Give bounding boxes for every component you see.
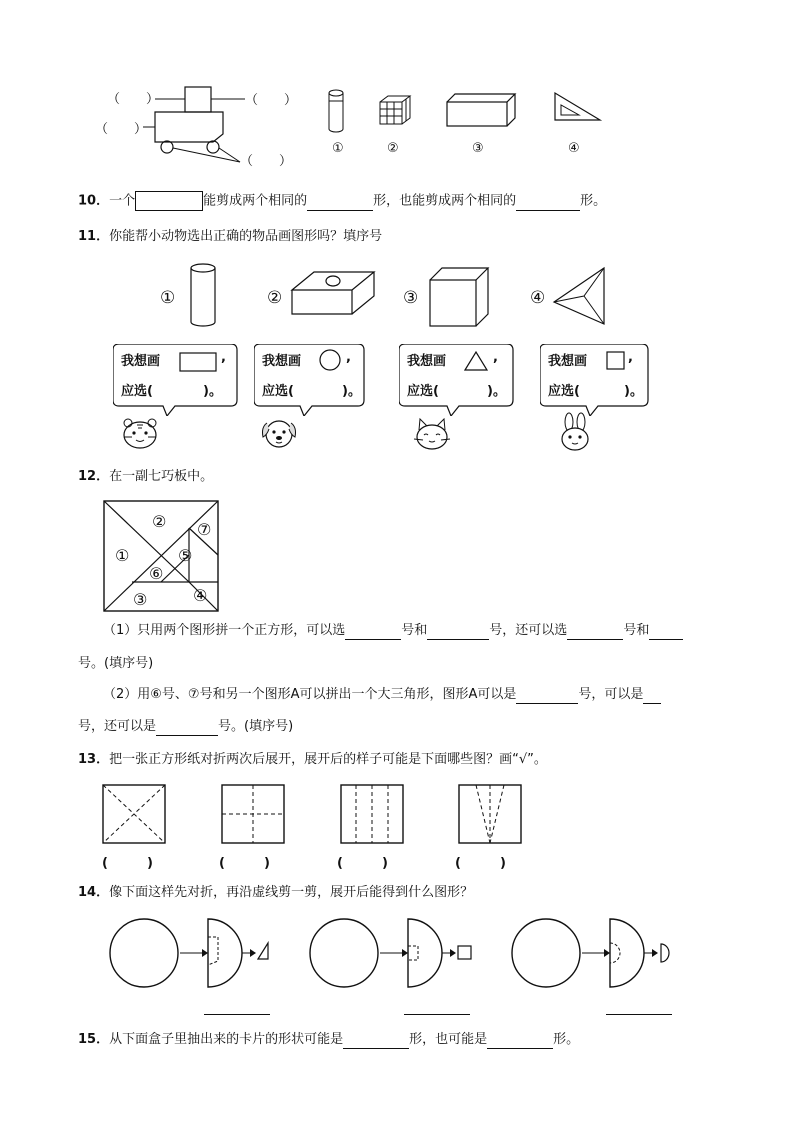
bubble-1-line1: 我想画	[121, 354, 161, 369]
bubble-1-comma: ,	[221, 350, 226, 365]
triangular-pyramid-icon	[552, 266, 608, 328]
tangram-piece-6: ⑥	[149, 564, 164, 583]
cat-icon	[412, 416, 452, 452]
cut-sequence-1	[108, 915, 278, 995]
bubble-4-line2b: )。	[624, 384, 643, 399]
bubble-3-line1: 我想画	[407, 354, 447, 369]
bubble-4-line1: 我想画	[548, 354, 588, 369]
cut-sequence-3	[510, 915, 680, 995]
q10-blank-1[interactable]	[307, 196, 373, 211]
rabbit-icon	[557, 412, 593, 452]
tangram-piece-5: ⑤	[178, 546, 193, 565]
q11-item-4: ④	[530, 288, 546, 308]
q12-p1-blank-2[interactable]	[427, 625, 489, 640]
bubble-2-comma: ,	[346, 350, 351, 365]
dog-icon	[259, 415, 299, 451]
rectangle-shape	[135, 191, 203, 211]
q11-number: 11．	[78, 229, 110, 244]
q12-number: 12．	[78, 469, 110, 484]
q11-text: 你能帮小动物选出正确的物品画图形吗？填序号	[109, 229, 383, 244]
q15-blank-2[interactable]	[487, 1034, 553, 1049]
q10-text-pre: 一个	[109, 193, 136, 209]
tangram-piece-7: ⑦	[197, 520, 212, 539]
bubble-2-line1: 我想画	[262, 354, 302, 369]
q10-text-mid: 能剪成两个相同的	[203, 193, 308, 209]
bubble-1-line2b: )。	[203, 384, 222, 399]
q12-p2-a: （2）用⑥号、⑦号和另一个图形A可以拼出一个大三角形，图形A可以是	[103, 687, 517, 702]
q12-part1-line1	[103, 622, 683, 640]
q12-p1-c: 号，还可以选	[489, 623, 568, 638]
question-14	[78, 884, 473, 902]
tangram-piece-4: ④	[193, 586, 208, 605]
q14-number: 14．	[78, 885, 110, 900]
rubik-cube-icon	[378, 94, 412, 128]
q9-paren-1[interactable]: （ ）	[107, 92, 160, 107]
bubble-3-comma: ,	[493, 350, 498, 365]
cut-sequence-2	[308, 915, 478, 995]
q12-p1-blank-4[interactable]	[649, 625, 683, 640]
q13-paren-2[interactable]: ( )	[219, 856, 270, 871]
q12-p1-blank-1[interactable]	[345, 625, 401, 640]
bubble-4-comma: ,	[628, 350, 633, 365]
fold-option-4	[458, 784, 524, 846]
q15-number: 15．	[78, 1032, 110, 1047]
q9-item-4: ④	[568, 141, 580, 156]
q14-answer-3[interactable]	[606, 1013, 672, 1015]
fold-option-2	[221, 784, 287, 846]
question-10	[78, 191, 606, 211]
q13-paren-4[interactable]: ( )	[455, 856, 506, 871]
speech-bubble-4	[540, 344, 668, 404]
q13-number: 13．	[78, 752, 110, 767]
q10-text-mid2: 形，也能剪成两个相同的	[373, 193, 517, 209]
q9-paren-2[interactable]: （ ）	[245, 93, 298, 108]
tangram-piece-1: ①	[115, 546, 130, 565]
set-square-icon	[552, 90, 604, 124]
speech-bubble-3	[399, 344, 527, 404]
q10-number: 10．	[78, 193, 110, 209]
q12-p2-b: 号，可以是	[578, 687, 644, 702]
q12-p1-a: （1）只用两个图形拼一个正方形，可以选	[103, 623, 346, 638]
q12-part1-line2	[78, 655, 153, 673]
fold-option-1	[102, 784, 168, 846]
q12-p1-e: 号。(填序号)	[78, 656, 154, 671]
rectangle-icon	[179, 352, 219, 374]
q12-p2-c: 号，还可以是	[78, 719, 157, 734]
q14-answer-1[interactable]	[204, 1013, 270, 1015]
q12-p2-d: 号。(填序号)	[218, 719, 294, 734]
q13-paren-1[interactable]: ( )	[102, 856, 153, 871]
q13-paren-3[interactable]: ( )	[337, 856, 388, 871]
bubble-3-line2a: 应选(	[407, 384, 439, 399]
tiger-icon	[120, 415, 160, 451]
bubble-4-line2a: 应选(	[548, 384, 580, 399]
square-icon	[606, 351, 628, 373]
bubble-1-line2a: 应选(	[121, 384, 153, 399]
question-11	[78, 228, 382, 246]
q9-item-3: ③	[472, 141, 484, 156]
q15-text-a: 从下面盒子里抽出来的卡片的形状可能是	[109, 1032, 344, 1047]
q10-text-end: 形。	[580, 193, 607, 209]
q11-item-1: ①	[160, 288, 176, 308]
q13-text: 把一张正方形纸对折两次后展开，展开后的样子可能是下面哪些图？画“√”。	[109, 752, 547, 767]
bubble-2-line2a: 应选(	[262, 384, 294, 399]
q10-blank-2[interactable]	[516, 196, 580, 211]
circle-icon	[318, 348, 344, 374]
speech-bubble-2	[254, 344, 382, 404]
eraser-box-icon	[290, 268, 376, 320]
q9-item-2: ②	[387, 141, 399, 156]
q12-part2-line2	[78, 718, 293, 736]
q12-p1-blank-3[interactable]	[567, 625, 623, 640]
bubble-2-line2b: )。	[342, 384, 361, 399]
q15-blank-1[interactable]	[343, 1034, 409, 1049]
q12-p2-blank-3[interactable]	[156, 721, 218, 736]
q14-text: 像下面这样先对折，再沿虚线剪一剪，展开后能得到什么图形？	[109, 885, 474, 900]
q14-answer-2[interactable]	[404, 1013, 470, 1015]
q11-item-3: ③	[403, 288, 419, 308]
tangram-piece-2: ②	[152, 512, 167, 531]
speech-bubble-1	[113, 344, 241, 404]
q12-p1-b: 号和	[401, 623, 428, 638]
tangram-piece-3: ③	[133, 590, 148, 609]
cuboid-box-icon	[445, 92, 517, 128]
q12-part2-line1	[103, 686, 661, 704]
triangle-icon	[463, 350, 491, 372]
q15-text-c: 形。	[553, 1032, 580, 1047]
q12-p1-d: 号和	[623, 623, 650, 638]
bubble-3-line2b: )。	[487, 384, 506, 399]
fold-option-3	[340, 784, 406, 846]
cylinder-icon	[325, 88, 347, 134]
q12-p2-blank-2[interactable]	[643, 689, 661, 704]
q11-item-2: ②	[267, 288, 283, 308]
question-12	[78, 468, 213, 486]
question-13	[78, 751, 547, 769]
question-15	[78, 1031, 579, 1049]
q9-paren-3[interactable]: （ ）	[95, 122, 148, 137]
q9-item-1: ①	[332, 141, 344, 156]
tall-cylinder-icon	[188, 262, 218, 328]
q12-p2-blank-1[interactable]	[516, 689, 578, 704]
cube-icon	[428, 266, 492, 328]
q12-text: 在一副七巧板中。	[109, 469, 214, 484]
q15-text-b: 形，也可能是	[409, 1032, 488, 1047]
q9-paren-4[interactable]: （ ）	[240, 154, 293, 169]
